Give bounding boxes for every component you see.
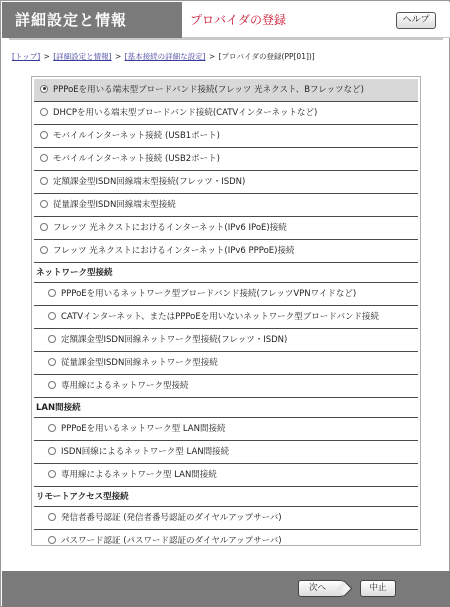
option-label: モバイルインターネット接続 (USB2ポート) — [53, 154, 221, 164]
radio-button[interactable] — [48, 312, 56, 320]
section-heading-lan: LAN間接続 — [34, 398, 418, 418]
radio-button[interactable] — [40, 131, 48, 139]
option-isdn-flat-terminal[interactable] — [34, 171, 418, 194]
option-label: 専用線によるネットワーク型接続 — [61, 381, 189, 391]
breadcrumb-basic-connection[interactable]: [基本接続の詳細な設定] — [124, 52, 206, 61]
header-divider — [9, 38, 443, 40]
radio-button[interactable] — [48, 536, 56, 544]
option-isdn-metered-terminal[interactable] — [34, 194, 418, 217]
option-label: 発信者番号認証 (発信者番号認証のダイヤルアップサーバ) — [61, 513, 282, 523]
cancel-button[interactable]: 中止 — [360, 580, 396, 597]
option-catv-network[interactable] — [34, 306, 418, 329]
option-label: 従量課金型ISDN回線端末型接続 — [53, 200, 176, 210]
option-label: 定額課金型ISDN回線ネットワーク型接続(フレッツ・ISDN) — [61, 335, 288, 345]
option-label: PPPoEを用いるネットワーク型 LAN間接続 — [61, 424, 226, 434]
radio-button[interactable] — [48, 358, 56, 366]
option-pppoe-network[interactable] — [34, 283, 418, 306]
radio-button[interactable] — [48, 470, 56, 478]
radio-button[interactable] — [40, 177, 48, 185]
radio-button[interactable] — [40, 223, 48, 231]
option-leased-line-network[interactable] — [34, 375, 418, 398]
next-button[interactable] — [298, 580, 344, 597]
section-heading-network: ネットワーク型接続 — [34, 263, 418, 283]
option-pppoe-terminal[interactable] — [34, 79, 418, 102]
radio-button[interactable] — [48, 424, 56, 432]
option-password-auth[interactable] — [34, 530, 418, 553]
breadcrumb-top[interactable]: [トップ] — [12, 52, 41, 61]
radio-button[interactable] — [40, 108, 48, 116]
help-button[interactable]: ヘルプ — [396, 12, 436, 29]
breadcrumb-separator: > — [43, 52, 50, 61]
option-isdn-flat-network[interactable] — [34, 329, 418, 352]
radio-button[interactable] — [48, 513, 56, 521]
breadcrumb-advanced[interactable]: [詳細設定と情報] — [53, 52, 112, 61]
option-label: 定額課金型ISDN回線端末型接続(フレッツ・ISDN) — [53, 177, 246, 187]
radio-button[interactable] — [40, 154, 48, 162]
option-pppoe-lan[interactable] — [34, 418, 418, 441]
option-isdn-lan[interactable] — [34, 441, 418, 464]
option-label: DHCPを用いる端末型ブロードバンド接続(CATVインターネットなど) — [53, 108, 318, 118]
option-label: モバイルインターネット接続 (USB1ポート) — [53, 131, 221, 141]
page-subtitle — [182, 2, 450, 38]
breadcrumb — [12, 50, 442, 64]
header — [2, 2, 450, 38]
breadcrumb-separator: > — [208, 52, 216, 61]
breadcrumb-current: [プロバイダの登録(PP[01])] — [218, 52, 315, 61]
section-heading-remote: リモートアクセス型接続 — [34, 487, 418, 507]
radio-button-selected[interactable] — [40, 85, 48, 93]
radio-button[interactable] — [40, 200, 48, 208]
option-label: フレッツ 光ネクストにおけるインターネット(IPv6 PPPoE)接続 — [53, 246, 295, 256]
option-caller-id-auth[interactable] — [34, 507, 418, 530]
option-label: パスワード認証 (パスワード認証のダイヤルアップサーバ) — [61, 536, 282, 546]
page-subtitle-text: プロバイダの登録 — [190, 13, 287, 27]
radio-button[interactable] — [40, 246, 48, 254]
option-isdn-metered-network[interactable] — [34, 352, 418, 375]
next-button-label: 次へ — [309, 583, 327, 593]
option-label: 専用線によるネットワーク型 LAN間接続 — [61, 470, 217, 480]
connection-type-list — [31, 76, 421, 546]
option-label: フレッツ 光ネクストにおけるインターネット(IPv6 IPoE)接続 — [53, 223, 287, 233]
radio-button[interactable] — [48, 335, 56, 343]
footer-bar — [2, 571, 450, 607]
radio-button[interactable] — [48, 289, 56, 297]
option-mobile-usb1[interactable] — [34, 125, 418, 148]
arrow-right-icon — [337, 581, 353, 597]
page-title: 詳細設定と情報 — [2, 2, 182, 38]
radio-button[interactable] — [48, 447, 56, 455]
option-label: 従量課金型ISDN回線ネットワーク型接続 — [61, 358, 218, 368]
option-label: PPPoEを用いるネットワーク型ブロードバンド接続(フレッツVPNワイドなど) — [61, 289, 357, 299]
breadcrumb-separator: > — [114, 52, 122, 61]
radio-button[interactable] — [48, 381, 56, 389]
option-mobile-usb2[interactable] — [34, 148, 418, 171]
option-dhcp-terminal[interactable] — [34, 102, 418, 125]
option-ipv6-pppoe[interactable] — [34, 240, 418, 263]
option-leased-line-lan[interactable] — [34, 464, 418, 487]
option-label: CATVインターネット、またはPPPoEを用いないネットワーク型ブロードバンド接続 — [61, 312, 380, 322]
option-label: PPPoEを用いる端末型ブロードバンド接続(フレッツ 光ネクスト、Bフレッツなど) — [53, 85, 364, 95]
option-label: ISDN回線によるネットワーク型 LAN間接続 — [61, 447, 230, 457]
option-ipv6-ipoe[interactable] — [34, 217, 418, 240]
